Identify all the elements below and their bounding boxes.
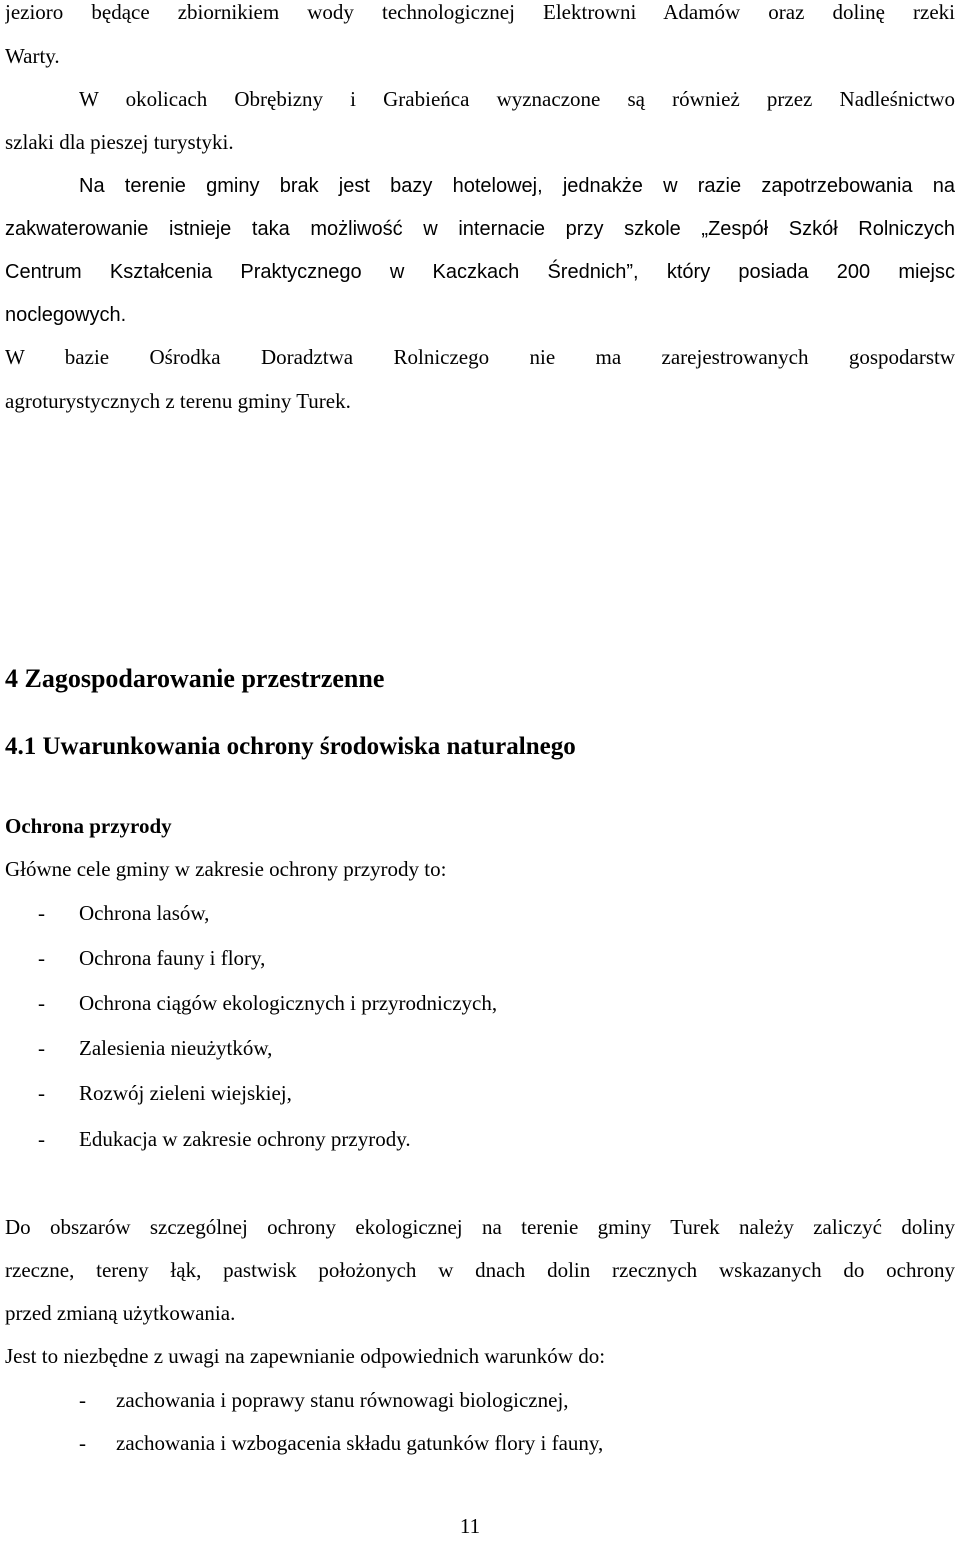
bullet-dash: - [38, 901, 45, 925]
subsection-heading: 4.1 Uwarunkowania ochrony środowiska naturalnego [5, 733, 576, 760]
bullet-dash: - [38, 1127, 45, 1151]
paragraph-line: rzeczne, tereny łąk, pastwisk położonych w dnach dolin rzecznych wskazanych do ochrony [5, 1258, 955, 1282]
nature-title: Ochrona przyrody [5, 814, 172, 838]
page-number: 11 [459, 1514, 481, 1538]
bullet-dash: - [38, 991, 45, 1015]
nature-intro: Główne cele gminy w zakresie ochrony przyrody to: [5, 857, 447, 881]
paragraph-line: zakwaterowanie istnieje taka możliwość w internacie przy szkole „Zespół Szkół Rolniczych [5, 218, 955, 240]
list-item: Zalesienia nieużytków, [79, 1036, 273, 1060]
paragraph-line: Na terenie gminy brak jest bazy hotelowej, jednakże w razie zapotrzebowania na [79, 175, 955, 197]
bullet-dash: - [79, 1388, 86, 1412]
paragraph-line: noclegowych. [5, 304, 127, 326]
bullet-dash: - [79, 1431, 86, 1455]
list-item: Rozwój zieleni wiejskiej, [79, 1081, 292, 1105]
list-item: Ochrona fauny i flory, [79, 946, 266, 970]
bullet-dash: - [38, 1036, 45, 1060]
list-item: Ochrona lasów, [79, 901, 210, 925]
paragraph-line: Centrum Kształcenia Praktycznego w Kaczkach Średnich”, który posiada 200 miejsc [5, 261, 955, 283]
list-item: zachowania i poprawy stanu równowagi biologicznej, [116, 1388, 569, 1412]
list-item: Ochrona ciągów ekologicznych i przyrodniczych, [79, 991, 498, 1015]
paragraph-line: szlaki dla pieszej turystyki. [5, 130, 234, 154]
section-heading: 4 Zagospodarowanie przestrzenne [5, 664, 385, 693]
bullet-dash: - [38, 946, 45, 970]
paragraph-line: Jest to niezbędne z uwagi na zapewnianie odpowiednich warunków do: [5, 1344, 606, 1368]
bullet-dash: - [38, 1081, 45, 1105]
paragraph-line: przed zmianą użytkowania. [5, 1301, 236, 1325]
paragraph-line: agroturystycznych z terenu gminy Turek. [5, 389, 351, 413]
paragraph-line: W bazie Ośrodka Doradztwa Rolniczego nie ma zarejestrowanych gospodarstw [5, 345, 955, 369]
paragraph-line: Do obszarów szczególnej ochrony ekologicznej na terenie gminy Turek należy zaliczyć doliny [5, 1215, 955, 1239]
paragraph-line: jezioro będące zbiornikiem wody technologicznej Elektrowni Adamów oraz dolinę rzeki [5, 0, 955, 24]
paragraph-line: Warty. [5, 44, 60, 68]
paragraph-line: W okolicach Obrębizny i Grabieńca wyznaczone są również przez Nadleśnictwo [79, 87, 955, 111]
list-item: zachowania i wzbogacenia składu gatunków flory i fauny, [116, 1431, 604, 1455]
list-item: Edukacja w zakresie ochrony przyrody. [79, 1127, 411, 1151]
